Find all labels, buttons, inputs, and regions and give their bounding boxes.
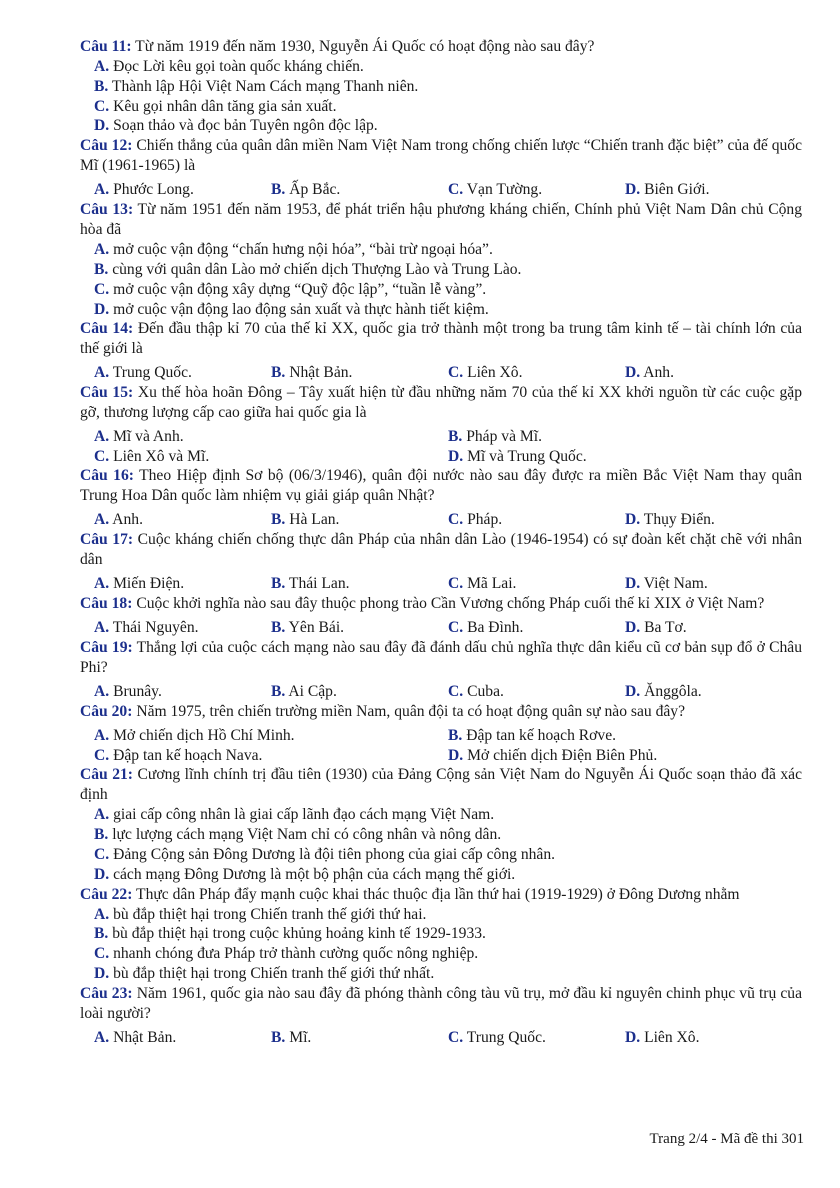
option-text: mở cuộc vận động “chấn hưng nội hóa”, “bài trừ ngoại hóa”. [109,241,493,259]
answer-option [625,682,802,702]
option-label: D. [94,117,110,135]
answer-option [94,77,802,97]
question-block [80,383,802,466]
option-label: B. [271,181,286,199]
question-label: Câu 11: [80,38,132,55]
answer-option [448,746,802,766]
question-label: Câu 14: [80,320,134,338]
option-text: Mĩ và Anh. [109,428,184,446]
option-label: D. [94,300,110,318]
option-label: C. [94,447,110,465]
option-label: A. [94,806,110,824]
options-list [80,240,802,319]
answer-option [94,300,802,320]
option-text: Miến Điện. [109,575,185,593]
option-label: D. [625,181,641,199]
option-text: Phước Long. [109,181,194,199]
question-text [80,702,802,722]
question-block [80,765,802,884]
answer-option [271,1028,448,1048]
options-row [80,363,802,383]
question-label: Câu 13: [80,201,134,219]
options-row [80,618,802,638]
option-label: C. [448,575,464,593]
option-text: Đảng Cộng sản Đông Dương là đội tiên phong của giai cấp công nhân. [109,845,556,863]
question-label: Câu 20: [80,703,133,721]
option-text: Pháp. [463,511,503,529]
answer-option [94,682,271,702]
option-text: Mĩ và Trung Quốc. [463,447,587,465]
option-text: Brunây. [109,683,162,701]
option-label: A. [94,727,110,745]
answer-option [94,363,271,383]
question-body: Đến đầu thập kỉ 70 của thế kỉ XX, quốc gia trở thành một trong ba trung tâm kinh tế – tài chính lớn của thế giới là [80,320,802,358]
option-label: B. [271,511,286,529]
option-label: C. [94,746,110,764]
option-label: A. [94,428,110,446]
options-row [80,180,802,200]
option-label: D. [625,619,641,637]
question-block [80,319,802,383]
option-label: A. [94,905,110,923]
answer-option [448,618,625,638]
answer-option [271,618,448,638]
question-body: Cuộc kháng chiến chống thực dân Pháp của nhân dân Lào (1946-1954) có sự đoàn kết chặt chẽ với nhân dân [80,531,803,569]
question-body: Thực dân Pháp đẩy mạnh cuộc khai thác thuộc địa lần thứ hai (1919-1929) ở Đông Dương nhằm [132,885,740,903]
answer-option [94,726,448,746]
option-label: D. [94,865,110,883]
option-label: C. [94,945,110,963]
question-block [80,885,802,984]
options-row [80,427,802,447]
answer-option [94,865,802,885]
answer-option [94,97,802,117]
option-label: D. [625,1028,641,1046]
question-body: Từ năm 1919 đến năm 1930, Nguyễn Ái Quốc có hoạt động nào sau đây? [131,38,595,55]
question-block [80,984,802,1048]
answer-option [94,116,802,136]
option-text: bù đắp thiệt hại trong cuộc khủng hoảng kinh tế 1929-1933. [108,925,486,943]
option-label: A. [94,1028,110,1046]
answer-option [94,240,802,260]
options-list [80,57,802,136]
answer-option [94,280,802,300]
answer-option [625,510,802,530]
option-text: nhanh chóng đưa Pháp trở thành cường quốc nông nghiệp. [109,945,479,963]
answer-option [94,746,448,766]
answer-option [94,944,802,964]
answer-option [625,363,802,383]
option-text: Thái Nguyên. [109,619,199,637]
answer-option [94,574,271,594]
options-row [80,1028,802,1048]
question-text [80,765,802,805]
exam-page [80,37,802,1048]
question-text [80,383,802,423]
option-text: cách mạng Đông Dương là một bộ phận của cách mạng thế giới. [109,865,516,883]
option-label: A. [94,619,110,637]
option-label: C. [448,511,464,529]
answer-option [94,260,802,280]
option-label: A. [94,683,110,701]
answer-option [625,574,802,594]
option-label: D. [625,683,641,701]
option-label: A. [94,575,110,593]
option-label: B. [94,925,109,943]
question-block [80,136,802,200]
question-block [80,638,802,702]
options-row [80,726,802,746]
answer-option [271,574,448,594]
question-block [80,466,802,530]
option-text: Thành lập Hội Việt Nam Cách mạng Thanh niên. [108,77,419,95]
question-block [80,37,802,136]
option-label: C. [94,845,110,863]
answer-option [94,1028,271,1048]
option-label: C. [448,181,464,199]
option-label: D. [625,575,641,593]
option-text: Mở chiến dịch Điện Biên Phủ. [463,746,658,764]
option-text: Đập tan kế hoạch Rơve. [462,727,617,745]
question-body: Theo Hiệp định Sơ bộ (06/3/1946), quân đội nước nào sau đây được ra miền Bắc Việt Nam thay quân Trung Hoa Dân quốc làm nhiệm vụ giải giáp quân Nhật? [80,467,802,505]
question-text [80,885,802,905]
option-label: B. [271,1028,286,1046]
answer-option [625,618,802,638]
answer-option [448,574,625,594]
option-text: Biên Giới. [640,181,710,199]
answer-option [271,682,448,702]
question-label: Câu 16: [80,467,134,485]
option-text: Kêu gọi nhân dân tăng gia sản xuất. [109,97,337,115]
option-text: Nhật Bản. [109,1028,177,1046]
option-label: C. [448,619,464,637]
option-label: D. [448,447,464,465]
answer-option [271,363,448,383]
option-label: A. [94,241,110,259]
option-label: A. [94,58,110,75]
option-text: giai cấp công nhân là giai cấp lãnh đạo cách mạng Việt Nam. [109,806,495,824]
question-text [80,466,802,506]
answer-option [448,510,625,530]
page-footer: Trang 2/4 - Mã đề thi 301 [649,1131,804,1147]
options-row [80,682,802,702]
answer-option [625,1028,802,1048]
option-text: Nhật Bản. [285,364,353,382]
answer-option [94,510,271,530]
option-label: D. [448,746,464,764]
answer-option [94,180,271,200]
option-text: Việt Nam. [640,575,708,593]
answer-option [94,805,802,825]
option-text: Liên Xô và Mĩ. [109,447,210,465]
question-label: Câu 23: [80,984,133,1002]
question-label: Câu 19: [80,639,133,657]
option-text: Vạn Tường. [463,181,543,199]
options-row [80,510,802,530]
answer-option [94,964,802,984]
answer-option [448,447,802,467]
options-list [80,905,802,984]
option-text: Đập tan kế hoạch Nava. [109,746,263,764]
answer-option [271,180,448,200]
option-label: D. [625,511,641,529]
question-text [80,136,802,176]
option-label: B. [448,428,463,446]
option-text: Ba Đình. [463,619,524,637]
option-text: Liên Xô. [640,1028,700,1046]
question-body: Xu thế hòa hoãn Đông – Tây xuất hiện từ đầu những năm 70 của thế kỉ XX khởi nguồn từ các cuộc gặp gỡ, thương lượng cấp cao giữa hai quốc gia là [80,384,802,422]
question-label: Câu 15: [80,384,134,402]
option-text: Soạn thảo và đọc bản Tuyên ngôn độc lập. [109,117,378,135]
option-label: B. [271,619,286,637]
question-label: Câu 21: [80,766,133,784]
question-body: Năm 1961, quốc gia nào sau đây đã phóng thành công tàu vũ trụ, mở đầu kỉ nguyên chinh phục vũ trụ của loài người? [80,984,803,1022]
option-label: A. [94,181,110,199]
question-label: Câu 17: [80,531,134,549]
answer-option [448,427,802,447]
question-text [80,37,802,57]
option-label: B. [271,683,286,701]
question-text [80,984,802,1024]
answer-option [448,363,625,383]
answer-option [94,618,271,638]
option-label: C. [94,97,110,115]
answer-option [94,427,448,447]
option-text: Ba Tơ. [640,619,687,637]
option-label: B. [94,77,109,95]
option-text: bù đắp thiệt hại trong Chiến tranh thế giới thứ hai. [109,905,427,923]
option-label: A. [94,511,110,529]
option-text: Anh. [109,511,143,529]
option-text: Ănggôla. [640,683,702,701]
option-text: Mã Lai. [463,575,517,593]
option-label: D. [94,964,110,982]
option-text: Ấp Bắc. [285,181,341,199]
answer-option [448,726,802,746]
option-text: Trung Quốc. [109,364,192,382]
option-text: Pháp và Mĩ. [462,428,543,446]
option-text: mở cuộc vận động xây dựng “Quỹ độc lập”, “tuần lễ vàng”. [109,280,487,298]
options-row [80,574,802,594]
option-label: B. [94,826,109,844]
option-text: Ai Cập. [285,683,337,701]
question-body: Thắng lợi của cuộc cách mạng nào sau đây đã đánh dấu chủ nghĩa thực dân kiểu cũ cơ bản sụp đổ ở Châu Phi? [80,639,802,677]
option-label: A. [94,364,110,382]
options-list [80,805,802,884]
option-text: Yên Bái. [285,619,345,637]
option-text: Liên Xô. [463,364,523,382]
answer-option [448,1028,625,1048]
question-body: Chiến thắng của quân dân miền Nam Việt Nam trong chống chiến lược “Chiến tranh đặc biệt” của đế quốc Mĩ (1961-1965) là [80,137,803,175]
question-text [80,200,802,240]
option-label: C. [448,1028,464,1046]
question-block [80,530,802,594]
option-label: C. [448,364,464,382]
options-row [80,746,802,766]
question-label: Câu 12: [80,137,133,155]
option-label: C. [94,280,110,298]
option-label: B. [271,575,286,593]
question-text [80,638,802,678]
option-text: bù đắp thiệt hại trong Chiến tranh thế giới thứ nhất. [109,964,435,982]
option-text: Mở chiến dịch Hồ Chí Minh. [109,727,295,745]
options-row [80,447,802,467]
answer-option [271,510,448,530]
answer-option [94,447,448,467]
question-label: Câu 18: [80,595,133,613]
option-text: Thụy Điển. [640,511,715,529]
option-text: Đọc Lời kêu gọi toàn quốc kháng chiến. [109,58,364,75]
question-body: Cương lĩnh chính trị đầu tiên (1930) của Đảng Cộng sản Việt Nam do Nguyễn Ái Quốc soạn thảo đã xác định [80,766,802,804]
question-block [80,702,802,765]
answer-option [94,845,802,865]
answer-option [94,905,802,925]
answer-option [448,682,625,702]
option-text: mở cuộc vận động lao động sản xuất và thực hành tiết kiệm. [109,300,489,318]
option-label: B. [271,364,286,382]
option-label: C. [448,683,464,701]
answer-option [448,180,625,200]
option-text: Mĩ. [285,1028,312,1046]
option-text: cùng với quân dân Lào mở chiến dịch Thượng Lào và Trung Lào. [108,260,522,278]
option-label: D. [625,364,641,382]
option-label: B. [94,260,109,278]
question-text [80,319,802,359]
answer-option [94,924,802,944]
question-label: Câu 22: [80,885,133,903]
question-block [80,200,802,319]
option-text: Hà Lan. [285,511,340,529]
option-label: B. [448,727,463,745]
option-text: Cuba. [463,683,504,701]
option-text: Trung Quốc. [463,1028,546,1046]
question-block [80,594,802,638]
option-text: Anh. [640,364,674,382]
question-text [80,530,802,570]
answer-option [94,57,802,77]
question-body: Từ năm 1951 đến năm 1953, để phát triển hậu phương kháng chiến, Chính phủ Việt Nam Dân chủ Cộng hòa đã [80,201,802,239]
option-text: Thái Lan. [285,575,350,593]
question-body: Cuộc khởi nghĩa nào sau đây thuộc phong trào Cần Vương chống Pháp cuối thế kỉ XIX ở Việt Nam? [132,595,765,613]
option-text: lực lượng cách mạng Việt Nam chỉ có công nhân và nông dân. [108,826,502,844]
answer-option [94,825,802,845]
question-text [80,594,802,614]
answer-option [625,180,802,200]
question-body: Năm 1975, trên chiến trường miền Nam, quân đội ta có hoạt động quân sự nào sau đây? [132,703,686,721]
